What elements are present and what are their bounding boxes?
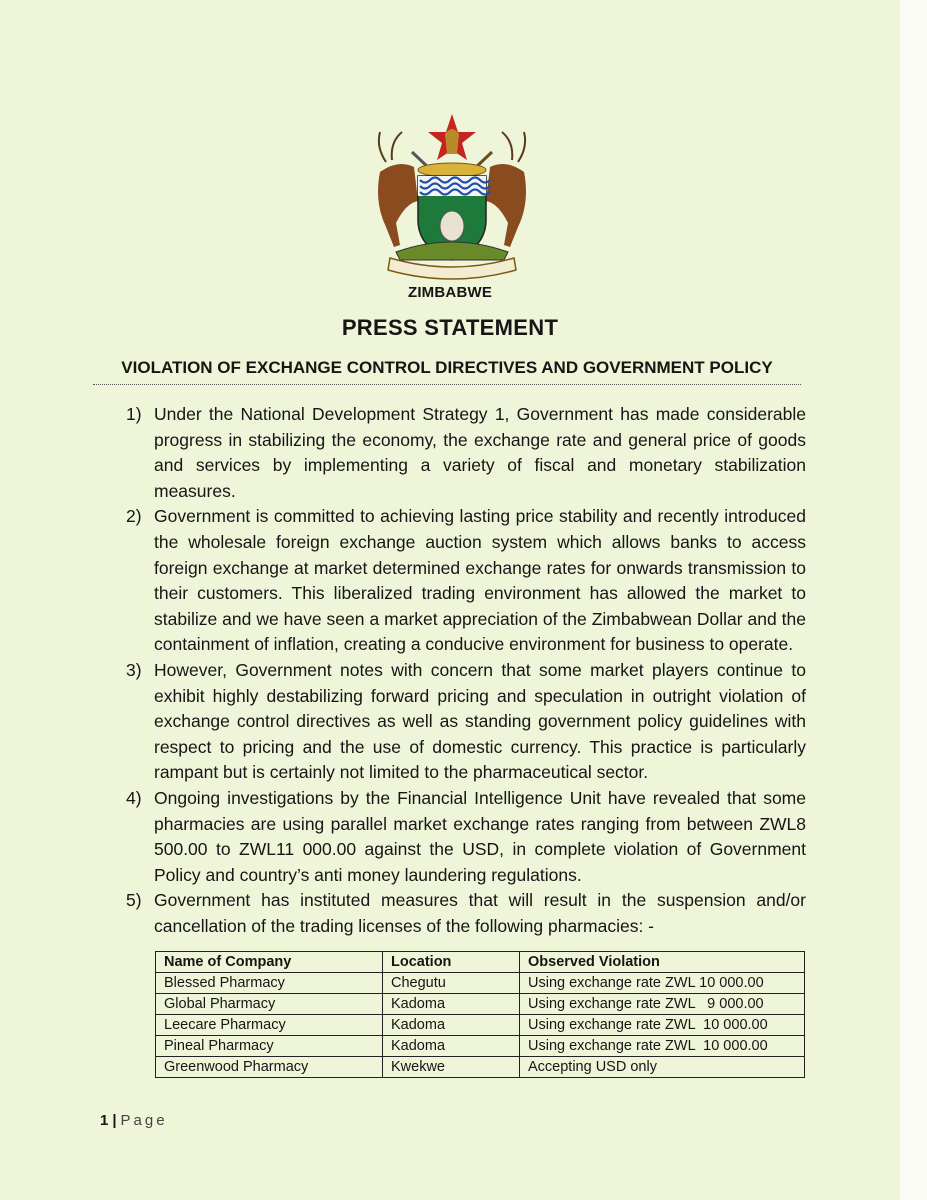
header-violation: Observed Violation [520,952,805,973]
company-cell: Leecare Pharmacy [156,1015,383,1036]
location-cell: Kadoma [383,994,520,1015]
location-cell: Kadoma [383,1015,520,1036]
paragraph-number: 5) [126,890,142,911]
table-row [156,994,805,1015]
violation-cell: Using exchange rate ZWL 10 000.00 [520,1036,805,1057]
page-label: Page [120,1112,168,1129]
violation-cell: Using exchange rate ZWL 10 000.00 [520,973,805,994]
paragraph-item [126,888,806,939]
paragraph-text: Under the National Development Strategy 1, Government has made considerable progress in stabilizing the economy, the exchange rate and general price of goods and services by implementing a variety of fiscal and monetary stabilization measures. [154,404,806,501]
violation-cell: Using exchange rate ZWL 9 000.00 [520,994,805,1015]
location-cell: Chegutu [383,973,520,994]
footer-separator: | [112,1112,117,1129]
table-row [156,1036,805,1057]
scan-margin [900,0,927,1200]
paragraph-item [126,504,806,658]
company-cell: Greenwood Pharmacy [156,1057,383,1078]
numbered-paragraphs [126,402,806,939]
pharmacies-violation-table [155,951,805,1078]
violation-cell: Accepting USD only [520,1057,805,1078]
paragraph-number: 2) [126,506,142,527]
table-row [156,973,805,994]
table-row [156,1057,805,1078]
paragraph-number: 3) [126,659,142,680]
table-row [156,1015,805,1036]
document-title: PRESS STATEMENT [341,315,559,340]
company-cell: Blessed Pharmacy [156,973,383,994]
company-cell: Pineal Pharmacy [156,1036,383,1057]
violation-cell: Using exchange rate ZWL 10 000.00 [520,1015,805,1036]
page-footer [100,1112,168,1129]
location-cell: Kadoma [383,1036,520,1057]
paragraph-number: 1) [126,404,142,424]
paragraph-text: Government has instituted measures that will result in the suspension and/or cancellation of the trading licenses of the following pharmacies: - [154,890,806,936]
company-cell: Global Pharmacy [156,994,383,1015]
paragraph-item [126,786,806,888]
location-cell: Kwekwe [383,1057,520,1078]
page-number: 1 [100,1112,109,1129]
paragraph-text: Ongoing investigations by the Financial Intelligence Unit have revealed that some pharmacies are using parallel market exchange rates ranging from between ZWL8 500.00 to ZWL11 000.00 against the USD, in complete violation of Government Policy and country’s anti money laundering regulations. [154,787,806,885]
paragraph-text: Government is committed to achieving lasting price stability and recently introduced the wholesale foreign exchange auction system which allows banks to access foreign exchange at market determined exchange rates for onwards transmission to their customers. This liberalized trading environment has allowed the market to stabilize and we have seen a market appreciation of the Zimbabwean Dollar and the containment of inflation, creating a conducive environment for business to operate. [154,506,806,655]
country-name: ZIMBABWE [407,284,493,301]
paragraph-item [126,402,806,504]
header-location: Location [383,952,520,973]
paragraph-item [126,658,806,786]
paragraph-text: However, Government notes with concern that some market players continue to exhibit highly destabilizing forward pricing and speculation in outright violation of exchange control directives as well as standing government policy guidelines with respect to pricing and the use of domestic currency. This practice is particularly rampant but is certainly not limited to the pharmaceutical sector. [154,659,806,783]
paragraph-number: 4) [126,787,142,808]
table-header-row [156,952,805,973]
coat-of-arms-emblem [352,112,552,280]
document-subtitle: VIOLATION OF EXCHANGE CONTROL DIRECTIVES AND GOVERNMENT POLICY [93,358,801,385]
header-company: Name of Company [156,952,383,973]
